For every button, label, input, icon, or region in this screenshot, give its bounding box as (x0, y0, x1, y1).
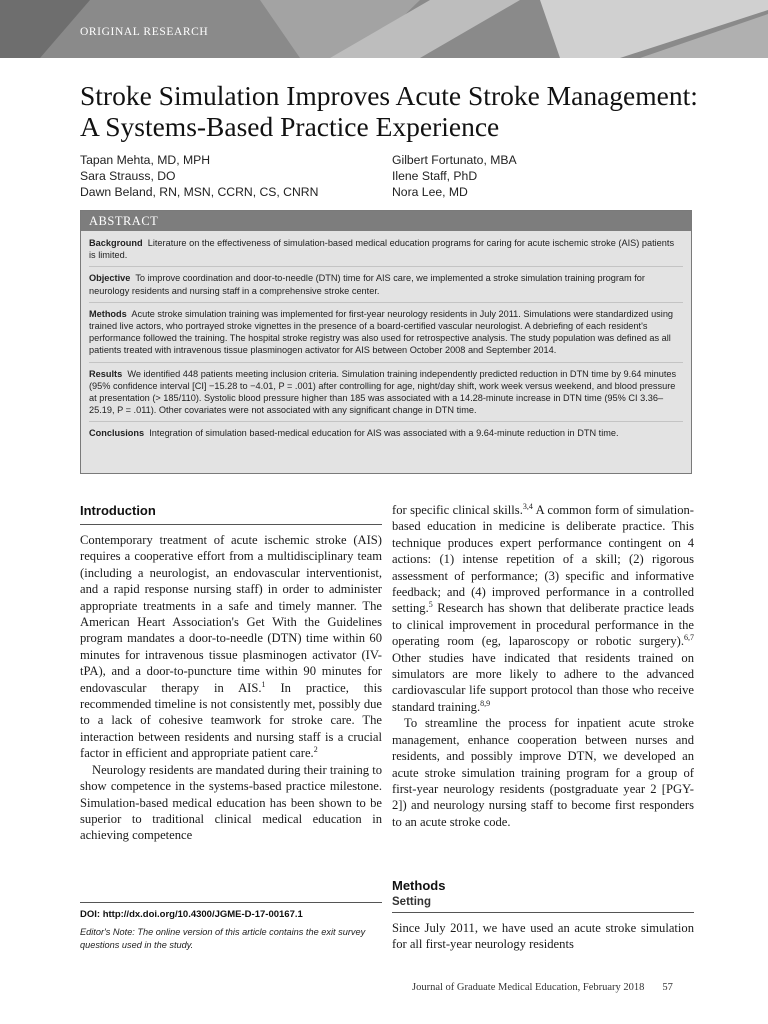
citation: 6,7 (684, 633, 694, 643)
text: A common form of simulation-based education in medicine is deliberate practice. This technique produces expert performance contingent on 4 actions: (1) intense repetition of a skill; (2) rigorous assessment of performance; (3) specific and informative feedback; and (4) improved performance in a controlled setting. (392, 503, 694, 616)
body-paragraph: Since July 2011, we have used an acute stroke simulation for all first-year neurology residents (392, 921, 694, 952)
introduction-heading: Introduction (80, 503, 156, 518)
intro-paragraph (80, 532, 382, 762)
page-number: 57 (662, 982, 673, 993)
citation: 5 (428, 600, 433, 610)
doi-link[interactable]: DOI: http://dx.doi.org/10.4300/JGME-D-17-00167.1 (80, 909, 303, 920)
author: Sara Strauss, DO (80, 169, 176, 183)
abstract-text: Integration of simulation based-medical education for AIS was associated with a 9.64-minute reduction in DTN time. (149, 428, 619, 439)
divider (80, 524, 382, 525)
text: Contemporary treatment of acute ischemic stroke (AIS) requires a cooperative effort from a multidisciplinary team (including a neurologist, an endovascular interventionist, and a rapid response nursing staff) in order to administer appropriate treatments in a safe and timely manner. The American Heart Association's Get With the Guidelines program mandates a door-to-needle (DTN) time within 60 minutes for intravenous tissue plasminogen activator (IV-tPA), and a door-to-puncture time within 90 minutes for endovascular therapy in AIS. (80, 533, 382, 695)
abstract-box (80, 210, 692, 474)
text: Research has shown that deliberate practice leads to clinical improvement in procedural performance in the operating room (eg, laparoscopy or robotic surgery). (392, 601, 694, 649)
author: Gilbert Fortunato, MBA (392, 153, 517, 167)
abstract-text: To improve coordination and door-to-needle (DTN) time for AIS care, we implemented a stroke simulation training program for neurology residents and nursing staff in a comprehensive stroke center. (89, 273, 645, 296)
right-column (392, 502, 694, 830)
divider (392, 912, 694, 913)
journal-name: Journal of Graduate Medical Education, February 2018 (412, 982, 645, 993)
left-column (80, 532, 382, 844)
abstract-text: Literature on the effectiveness of simulation-based medical education programs for caring for acute ischemic stroke (AIS) patients is limited. (89, 238, 675, 261)
abstract-label: Methods (89, 308, 127, 319)
editors-note: Editor's Note: The online version of this article contains the exit survey questions used in the study. (80, 927, 366, 950)
authors-right (392, 152, 517, 200)
text: Other studies have indicated that residents trained on simulators are more likely to adhere to the advanced cardiovascular life support protocol than those who receive standard training. (392, 650, 694, 714)
author: Ilene Staff, PhD (392, 169, 478, 183)
setting-subheading: Setting (392, 896, 431, 908)
section-label: ORIGINAL RESEARCH (80, 26, 209, 38)
abstract-results (89, 368, 683, 423)
abstract-conclusions (89, 427, 683, 444)
abstract-text: Acute stroke simulation training was implemented for first-year neurology residents in July 2011. Simulations were standardized using trained live actors, who portrayed stroke vignettes in the presence of a board-certified vascular neurologist. A debriefing of each resident's performance followed the training. The hospital stroke registry was also used for retrospective analysis. The study population was defined as all patients treated with intravenous tissue plasminogen activator for AIS between October 2008 and September 2014. (89, 308, 674, 356)
abstract-label: Results (89, 368, 123, 379)
methods-column (392, 920, 694, 953)
citation: 2 (313, 745, 318, 755)
text: In practice, this recommended timeline is not consistently met, possibly due to a lack of cohesive teamwork for stroke care. The interaction between residents and nursing staff is a crucial factor in efficient and appropriate patient care. (80, 680, 382, 761)
abstract-methods (89, 308, 683, 363)
abstract-objective (89, 272, 683, 302)
body-paragraph (392, 502, 694, 715)
intro-paragraph: Neurology residents are mandated during their training to show competence in the systems-based practice milestone. Simulation-based medical education has been shown to be superior to traditional clinical medical education in achieving competence (80, 762, 382, 843)
abstract-background (89, 237, 683, 267)
footnote-rule (80, 902, 382, 903)
abstract-heading: ABSTRACT (81, 211, 691, 231)
methods-heading: Methods (392, 878, 446, 893)
author: Tapan Mehta, MD, MPH (80, 153, 211, 167)
header-banner (0, 0, 768, 58)
abstract-label: Objective (89, 273, 131, 284)
article-title: Stroke Simulation Improves Acute Stroke Management: A Systems-Based Practice Experience (80, 80, 698, 142)
text: for specific clinical skills. (392, 503, 523, 517)
authors-left (80, 152, 318, 200)
abstract-label: Conclusions (89, 428, 145, 439)
author: Nora Lee, MD (392, 185, 468, 199)
abstract-label: Background (89, 238, 143, 248)
author: Dawn Beland, RN, MSN, CCRN, CS, CNRN (80, 185, 319, 199)
page-footer (412, 982, 673, 993)
citation: 1 (261, 679, 266, 689)
abstract-text: We identified 448 patients meeting inclusion criteria. Simulation training independently predicted reduction in DTN time by 9.64 minutes (95% confidence interval [CI] −15.28 to −4.01, P = .001) after controlling for age, night/day shift, work week versus weekend, and blood pressure at presentation (> 185/110). Systolic blood pressure higher than 185 was associated with a 14.28-minute increase in DTN time (95% CI 3.36–25.19, P = .011). Other covariates were not associated with any significant change in DTN time. (89, 368, 677, 416)
citation: 3,4 (522, 501, 533, 511)
citation: 8,9 (480, 698, 491, 708)
body-paragraph: To streamline the process for inpatient acute stroke management, enhance cooperation between nurses and residents, and possibly improve DTN, we developed an acute stroke simulation training program for a group of first-year neurology residents (postgraduate year 2 [PGY-2]) and neurology nursing staff to become first responders to an acute stroke code. (392, 716, 694, 829)
